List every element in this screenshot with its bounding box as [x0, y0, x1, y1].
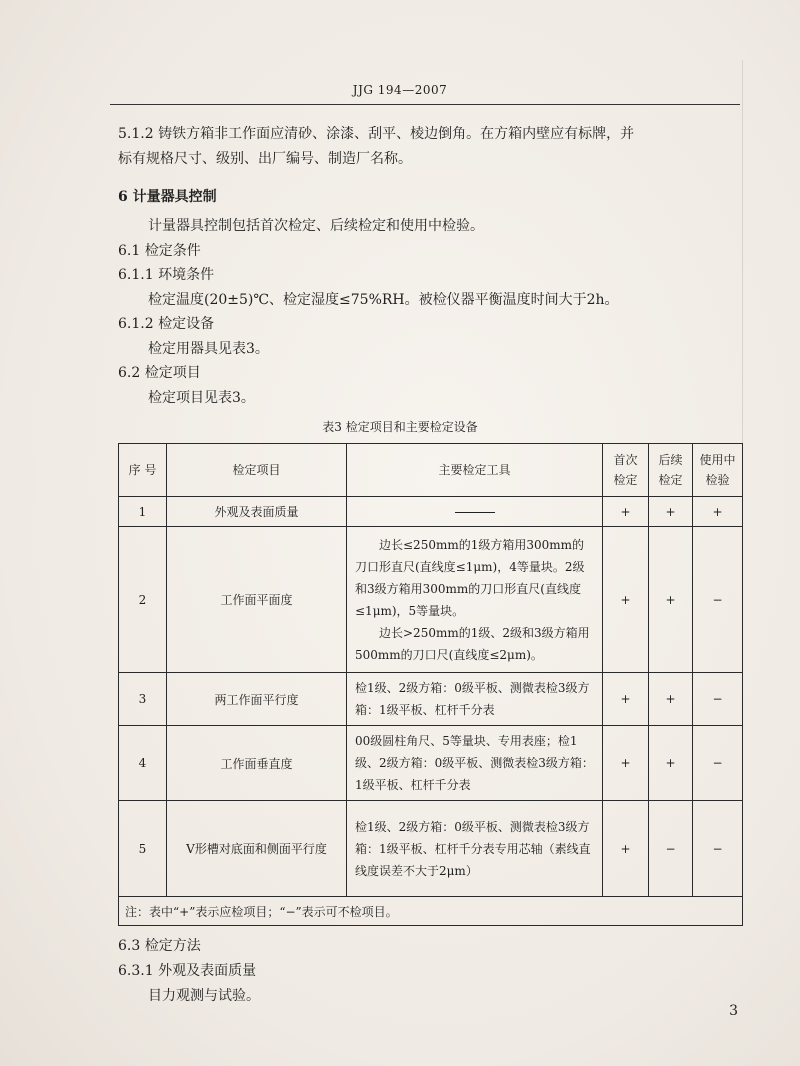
- cell-tool: 检1级、2级方箱：0级平板、测微表检3级方箱：1级平板、杠杆千分表专用芯轴（素线直线度误差不大于2μm）: [347, 801, 603, 897]
- section-6-description: 计量器具控制包括首次检定、后续检定和使用中检验。: [148, 218, 484, 234]
- table-row: [119, 726, 743, 801]
- table-note: 注：表中“+”表示应检项目；“−”表示可不检项目。: [119, 897, 743, 926]
- header-in-use: [693, 444, 743, 497]
- cell-first: +: [603, 726, 649, 801]
- section-6-1-2-text: 检定用器具见表3。: [148, 341, 269, 357]
- table-row: [119, 801, 743, 897]
- cell-no: 3: [119, 673, 167, 726]
- header-subsequent-line2: 检定: [658, 473, 683, 487]
- cell-subsequent: +: [649, 497, 693, 527]
- cell-tool: [347, 497, 603, 527]
- cell-tool: [347, 527, 603, 673]
- header-no: 序 号: [119, 444, 167, 497]
- cell-no: 1: [119, 497, 167, 527]
- cell-in-use: −: [693, 801, 743, 897]
- clause-5-1-2-line1: 5.1.2 铸铁方箱非工作面应清砂、涂漆、刮平、棱边倒角。在方箱内壁应有标牌，并: [118, 126, 635, 142]
- header-in-use-line1: 使用中: [699, 453, 736, 467]
- section-6-1-title: 6.1 检定条件: [118, 243, 201, 259]
- cell-subsequent: +: [649, 527, 693, 673]
- cell-first: +: [603, 801, 649, 897]
- tool-paragraph-1: 边长≤250mm的1级方箱用300mm的刀口形直尺(直线度≤1μm)，4等量块。2级和3级方箱用300mm的刀口形直尺(直线度≤1μm)，5等量块。: [355, 537, 585, 618]
- section-6-2-title: 6.2 检定项目: [118, 365, 201, 381]
- table-row: [119, 673, 743, 726]
- cell-first: +: [603, 497, 649, 527]
- header-subsequent-line1: 后续: [658, 453, 683, 467]
- section-6-3-title: 6.3 检定方法: [118, 938, 201, 954]
- header-tool: 主要检定工具: [347, 444, 603, 497]
- section-6-1-1-title: 6.1.1 环境条件: [118, 267, 215, 283]
- header-first: [603, 444, 649, 497]
- cell-no: 2: [119, 527, 167, 673]
- cell-item: 两工作面平行度: [167, 673, 347, 726]
- cell-item: V形槽对底面和侧面平行度: [167, 801, 347, 897]
- cell-no: 4: [119, 726, 167, 801]
- cell-tool: 00级圆柱角尺、5等量块、专用表座；检1级、2级方箱：0级平板、测微表检3级方箱：1级平板、杠杆千分表: [347, 726, 603, 801]
- cell-item: 工作面平面度: [167, 527, 347, 673]
- inspection-table: [118, 443, 743, 926]
- section-6-3-1-title: 6.3.1 外观及表面质量: [118, 963, 257, 979]
- table-row: [119, 497, 743, 527]
- table-caption: 表3 检定项目和主要检定设备: [322, 420, 478, 434]
- cell-subsequent: +: [649, 673, 693, 726]
- header-first-line1: 首次: [613, 453, 638, 467]
- document-header: JJG 194—2007: [352, 83, 448, 97]
- section-6-3-1-text: 目力观测与试验。: [148, 988, 260, 1004]
- cell-item: 外观及表面质量: [167, 497, 347, 527]
- cell-in-use: +: [693, 497, 743, 527]
- cell-first: +: [603, 673, 649, 726]
- section-6-1-1-text: 检定温度(20±5)℃、检定湿度≤75%RH。被检仪器平衡温度时间大于2h。: [148, 292, 619, 308]
- section-6-1-2-title: 6.1.2 检定设备: [118, 316, 215, 332]
- cell-in-use: −: [693, 726, 743, 801]
- header-subsequent: [649, 444, 693, 497]
- dash-mark: [455, 512, 495, 513]
- table-note-row: [119, 897, 743, 926]
- section-6-title: 6 计量器具控制: [118, 189, 217, 205]
- header-item: 检定项目: [167, 444, 347, 497]
- header-in-use-line2: 检验: [705, 473, 730, 487]
- cell-in-use: −: [693, 673, 743, 726]
- clause-5-1-2-line2: 标有规格尺寸、级别、出厂编号、制造厂名称。: [118, 151, 412, 167]
- page-number: 3: [729, 1003, 738, 1019]
- header-first-line2: 检定: [613, 473, 638, 487]
- cell-first: +: [603, 527, 649, 673]
- cell-subsequent: +: [649, 726, 693, 801]
- tool-paragraph-2: 边长>250mm的1级、2级和3级方箱用500mm的刀口尺(直线度≤2μm)。: [355, 625, 590, 662]
- table-header-row: [119, 444, 743, 497]
- header-rule: [110, 104, 740, 105]
- table-row: [119, 527, 743, 673]
- cell-item: 工作面垂直度: [167, 726, 347, 801]
- cell-in-use: −: [693, 527, 743, 673]
- cell-tool: 检1级、2级方箱：0级平板、测微表检3级方箱：1级平板、杠杆千分表: [347, 673, 603, 726]
- section-6-2-text: 检定项目见表3。: [148, 390, 255, 406]
- cell-subsequent: −: [649, 801, 693, 897]
- cell-no: 5: [119, 801, 167, 897]
